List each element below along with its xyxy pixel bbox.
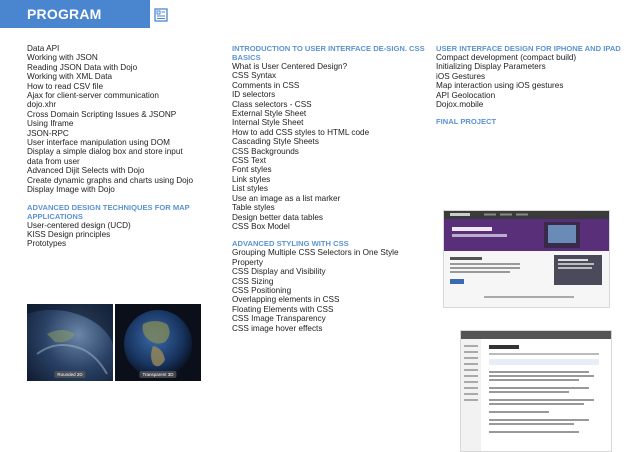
section-heading: FINAL PROJECT [436,117,497,127]
globe-image-rounded [27,304,113,381]
list-item: Prototypes [27,239,67,249]
globe-images [27,304,202,381]
list-item: Using Iframe [27,119,74,129]
list-item: Font styles [232,165,272,175]
list-item: Ajax for client-server communication [27,91,159,101]
list-item: CSS Text [232,156,266,166]
list-item: How to read CSV file [27,81,103,91]
list-item: Display a simple dialog box and store input [27,147,183,157]
list-item: JSON-RPC [27,128,69,138]
list-item: Table styles [232,203,275,213]
section-heading: USER INTERFACE DESIGN FOR IPHONE AND IPAD [436,44,621,53]
column-2 [232,44,427,333]
list-item: CSS image hover effects [232,323,323,333]
list-item: Internal Style Sheet [232,118,304,128]
section-heading: ADVANCED DESIGN TECHNIQUES FOR MAP APPLICATIONS [27,202,190,221]
list-item: ID selectors [232,90,276,100]
list-item: API Geolocation [436,90,496,100]
webpage-screenshot-1 [443,210,610,308]
list-item: Display Image with Dojo [27,185,115,195]
page-title: PROGRAM [27,6,102,22]
list-item: Cascading Style Sheets [232,137,319,147]
list-item: CSS Syntax [232,71,277,81]
list-item: Working with XML Data [27,72,113,82]
list-item: CSS Image Transparency [232,314,326,324]
list-item: Link styles [232,174,271,184]
list-item: Compact development (compact build) [436,53,577,62]
header-bar [0,0,150,28]
list-item: Reading JSON Data with Dojo [27,62,138,72]
list-item: CSS Box Model [232,221,290,231]
list-item: CSS Backgrounds [232,146,299,156]
list-item: Data API [27,44,60,53]
list-item: Create dynamic graphs and charts using Dojo [27,175,194,185]
list-item: What is User Centered Design? [232,62,348,71]
list-item: Floating Elements with CSS [232,304,334,314]
list-item: Advanced Dijit Selects with Dojo [27,166,145,176]
section-heading: ADVANCED STYLING WITH CSS [232,239,349,249]
list-item: iOS Gestures [436,71,486,81]
document-list-icon [153,7,169,23]
list-item: Property [232,257,263,267]
list-item: Comments in CSS [232,80,300,90]
list-item: User interface manipulation using DOM [27,138,170,148]
webpage-screenshot-2 [460,330,612,452]
list-item: Overlapping elements in CSS [232,295,340,305]
globe-label: Rounded 2D [54,371,85,378]
column-3 [436,44,621,126]
column-1 [27,44,222,249]
list-item: Initializing Display Parameters [436,62,546,72]
list-item: KISS Design principles [27,229,111,239]
list-item: Class selectors - CSS [232,99,312,109]
list-item: Cross Domain Scripting Issues & JSONP [27,109,177,119]
globe-image-transparent [115,304,201,381]
globe-label: Transparent 3D [139,371,176,378]
list-item: dojo.xhr [27,100,57,110]
list-item: List styles [232,184,268,194]
section-heading: INTRODUCTION TO USER INTERFACE DE-SIGN. CSS BASICS [232,44,425,62]
list-item: data from user [27,156,80,166]
list-item: User-centered design (UCD) [27,220,131,230]
list-item: Map interaction using iOS gestures [436,81,564,91]
list-item: Working with JSON [27,53,98,63]
list-item: How to add CSS styles to HTML code [232,127,370,137]
list-item: CSS Sizing [232,276,274,286]
list-item: CSS Positioning [232,285,292,295]
list-item: Use an image as a list marker [232,193,341,203]
list-item: Grouping Multiple CSS Selectors in One Style [232,248,399,258]
list-item: Dojox.mobile [436,100,484,110]
list-item: External Style Sheet [232,109,307,119]
list-item: Design better data tables [232,212,324,222]
list-item: CSS Display and Visibility [232,267,326,277]
